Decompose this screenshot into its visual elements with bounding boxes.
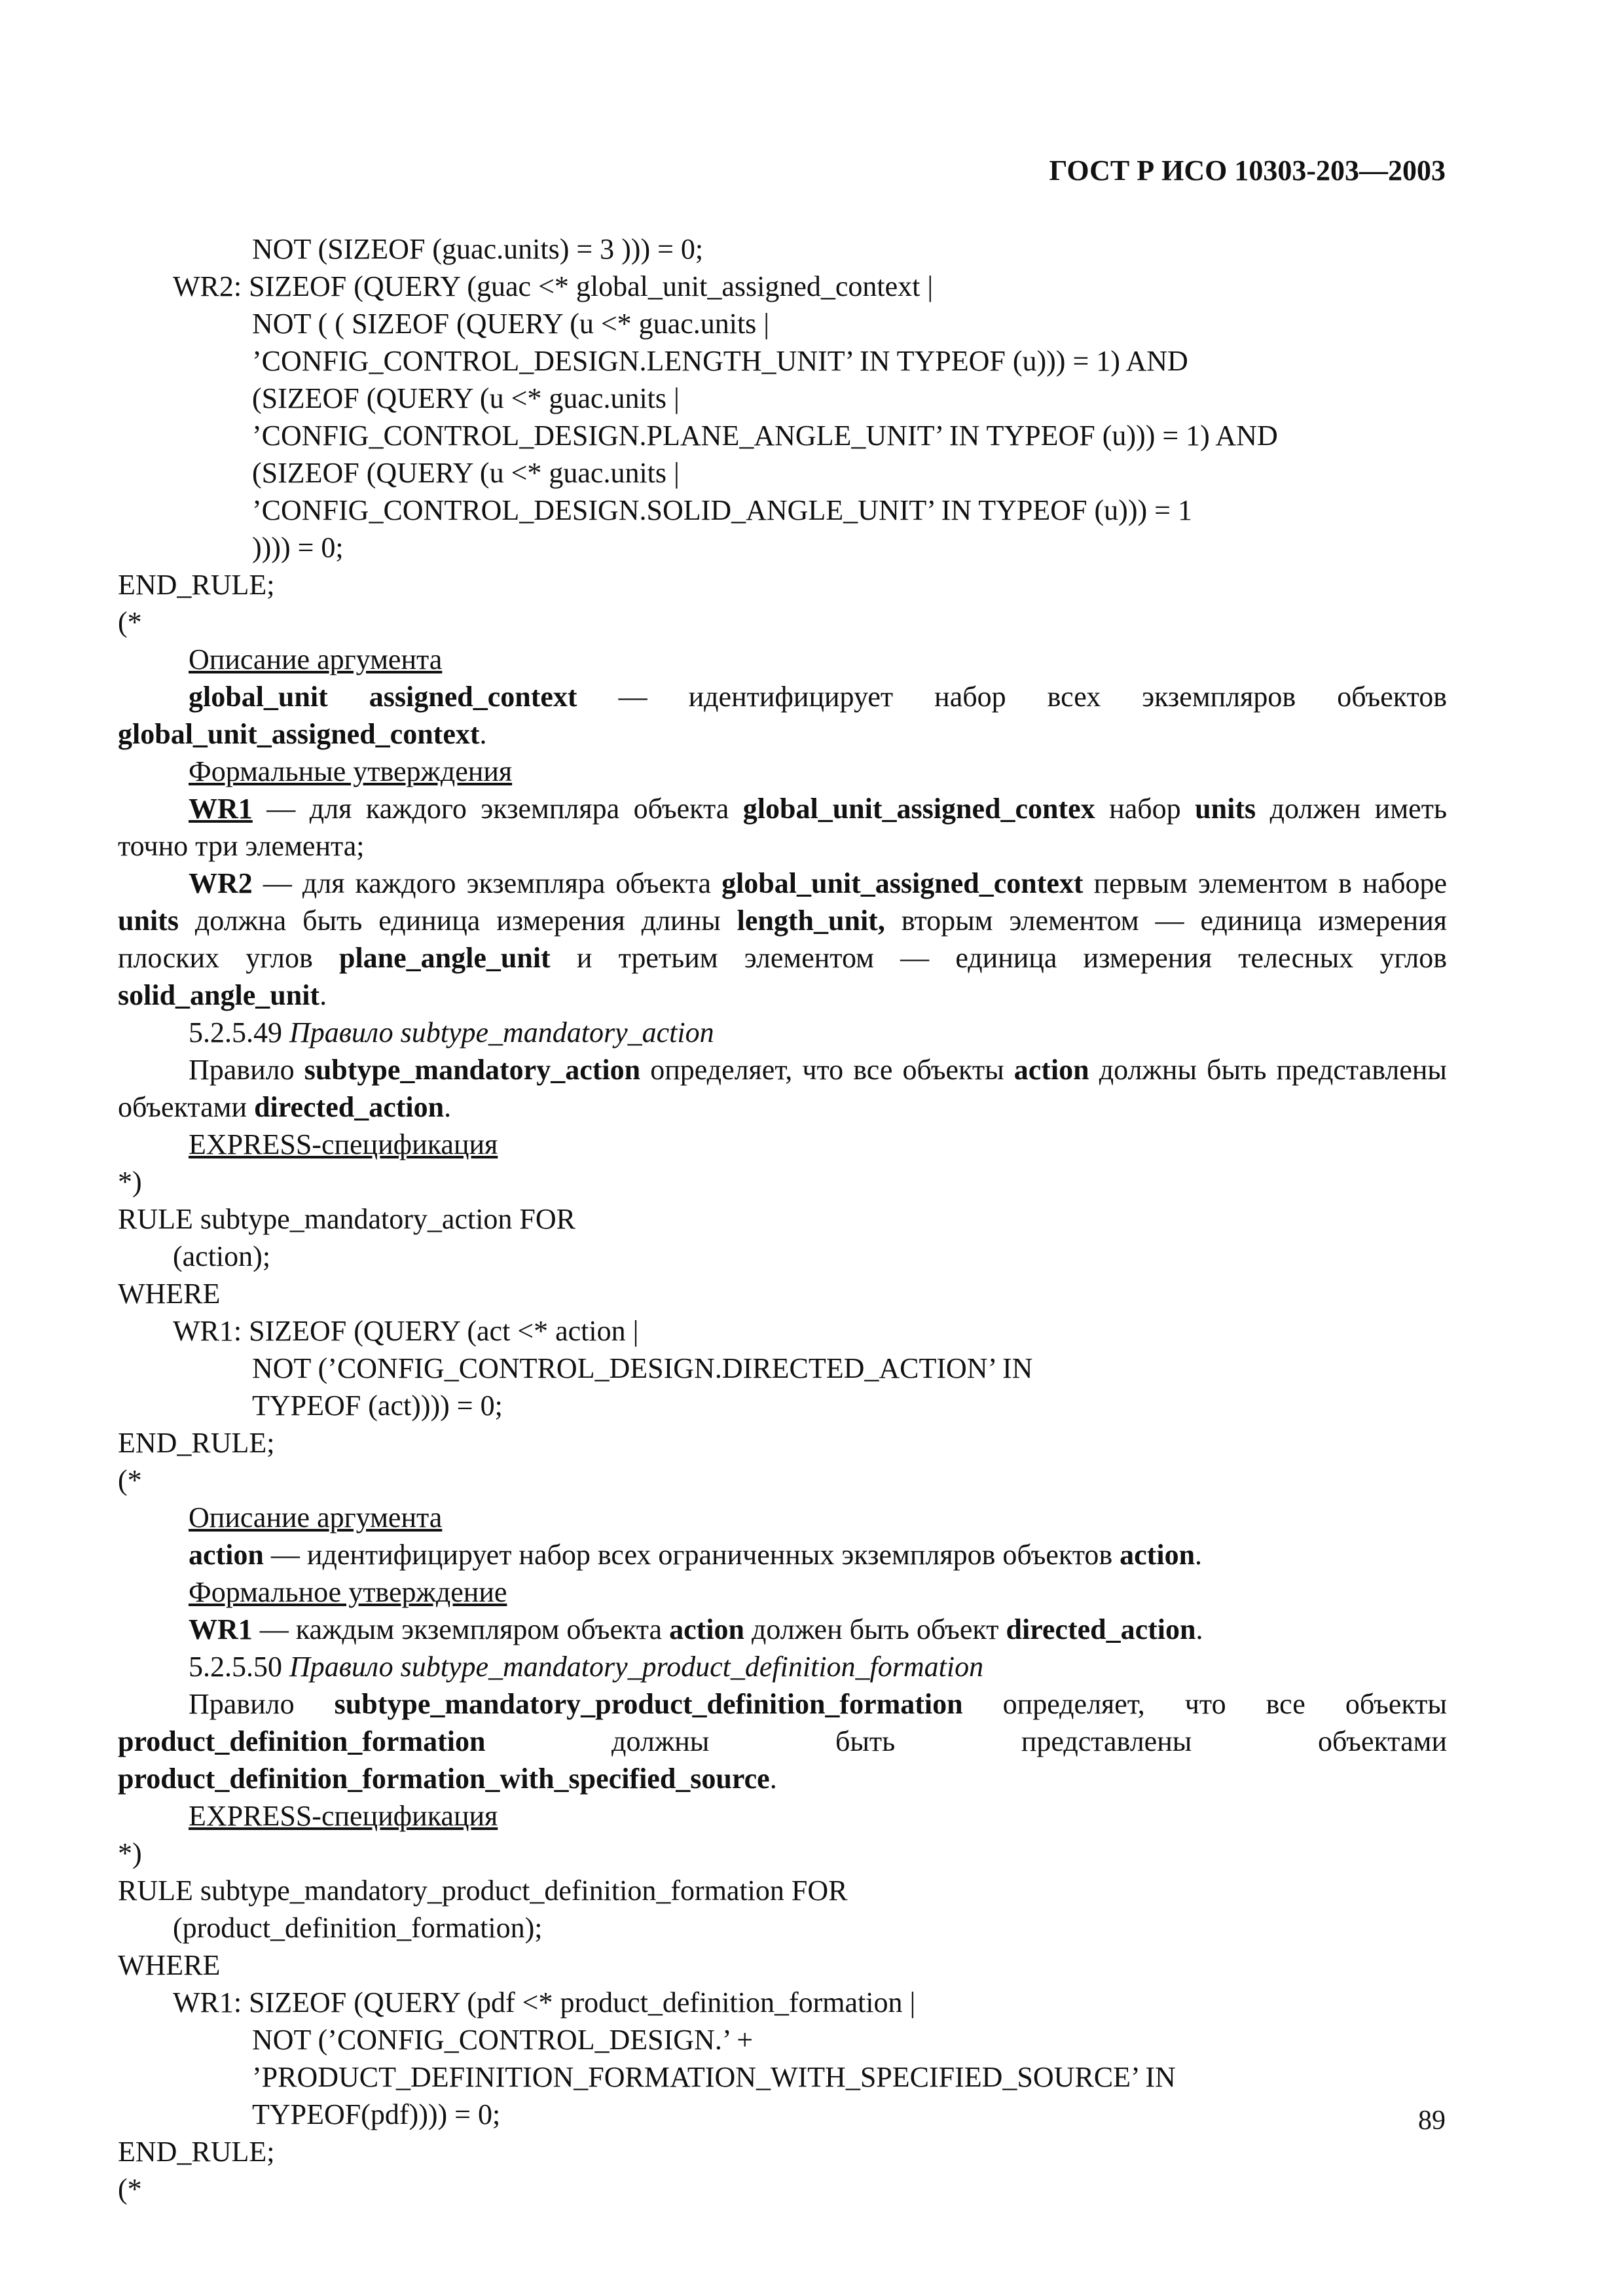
code-line: WHERE [118, 1278, 221, 1310]
code-line: WHERE [118, 1949, 221, 1981]
page-content [118, 230, 1447, 2208]
code-line: RULE subtype_mandatory_action FOR [118, 1203, 576, 1235]
code-line: ’CONFIG_CONTROL_DESIGN.PLANE_ANGLE_UNIT’ IN TYPEOF (u))) = 1) AND [252, 420, 1278, 452]
code-line: (* [118, 1464, 142, 1496]
express-heading: EXPRESS-спецификация [189, 1128, 498, 1160]
code-line: )))) = 0; [252, 531, 344, 564]
section-title: 5.2.5.49 Правило subtype_mandatory_action [189, 1016, 714, 1049]
code-line: WR2: SIZEOF (QUERY (guac <* global_unit_assigned_context | [173, 270, 934, 302]
code-line: (* [118, 2173, 142, 2205]
page-number: 89 [1418, 2106, 1446, 2136]
wr2-description: WR2 — для каждого экземпляра объекта global_unit_assigned_context первым элементом в наборе units должна быть единица измерения длины length_unit, вторым элементом — единица измерения плоских углов plane_angle_unit и третьим элементом — единица измерения телесных углов solid_angle_unit. [118, 867, 1447, 1011]
formal-heading: Формальное утверждение [189, 1576, 507, 1608]
code-line: (SIZEOF (QUERY (u <* guac.units | [252, 382, 680, 414]
code-line: WR1: SIZEOF (QUERY (act <* action | [173, 1315, 639, 1347]
code-line: WR1: SIZEOF (QUERY (pdf <* product_definition_formation | [173, 1986, 916, 2018]
formal-heading: Формальные утверждения [189, 755, 513, 787]
rule-description: Правило subtype_mandatory_action определяет, что все объекты action должны быть представлены объектами directed_action. [118, 1054, 1447, 1123]
code-line: *) [118, 1166, 142, 1198]
section-title: 5.2.5.50 Правило subtype_mandatory_product_definition_formation [189, 1651, 984, 1683]
argument-description: global_unit assigned_context — идентифицирует набор всех экземпляров объектов global_unit_assigned_context. [118, 681, 1447, 750]
code-line: ’CONFIG_CONTROL_DESIGN.SOLID_ANGLE_UNIT’ IN TYPEOF (u))) = 1 [252, 494, 1192, 526]
wr1-description: WR1 — для каждого экземпляра объекта global_unit_assigned_contex набор units должен иметь точно три элемента; [118, 793, 1448, 862]
code-line: END_RULE; [118, 2136, 275, 2168]
code-line: END_RULE; [118, 1427, 275, 1459]
code-line: *) [118, 1837, 142, 1869]
argument-description: action — идентифицирует набор всех ограниченных экземпляров объектов action. [189, 1539, 1203, 1571]
express-heading: EXPRESS-спецификация [189, 1800, 498, 1832]
code-line: NOT (’CONFIG_CONTROL_DESIGN.’ + [252, 2024, 754, 2056]
code-line: NOT ( ( SIZEOF (QUERY (u <* guac.units | [252, 308, 770, 340]
argument-heading: Описание аргумента [189, 643, 443, 675]
code-line: ’PRODUCT_DEFINITION_FORMATION_WITH_SPECIFIED_SOURCE’ IN [252, 2061, 1176, 2093]
code-line: (product_definition_formation); [173, 1912, 543, 1944]
code-line: ’CONFIG_CONTROL_DESIGN.LENGTH_UNIT’ IN TYPEOF (u))) = 1) AND [252, 345, 1188, 377]
code-line: TYPEOF (act)))) = 0; [252, 1390, 503, 1422]
code-line: (* [118, 606, 142, 638]
code-line: (action); [173, 1240, 271, 1272]
code-line: RULE subtype_mandatory_product_definition_formation FOR [118, 1874, 848, 1907]
code-line: NOT (’CONFIG_CONTROL_DESIGN.DIRECTED_ACTION’ IN [252, 1352, 1033, 1384]
argument-heading: Описание аргумента [189, 1501, 443, 1534]
code-line: TYPEOF(pdf)))) = 0; [252, 2098, 501, 2130]
rule-description: Правило subtype_mandatory_product_definition_formation определяет, что все объекты product_definition_formation должны быть представлены объектами product_definition_formation_with_specified_source. [118, 1688, 1448, 1795]
code-line: NOT (SIZEOF (guac.units) = 3 ))) = 0; [252, 233, 704, 265]
code-line: END_RULE; [118, 569, 275, 601]
wr1-description: WR1 — каждым экземпляром объекта action должен быть объект directed_action. [189, 1613, 1203, 1645]
code-line: (SIZEOF (QUERY (u <* guac.units | [252, 457, 680, 489]
standard-header: ГОСТ Р ИСО 10303-203—2003 [1049, 154, 1446, 187]
